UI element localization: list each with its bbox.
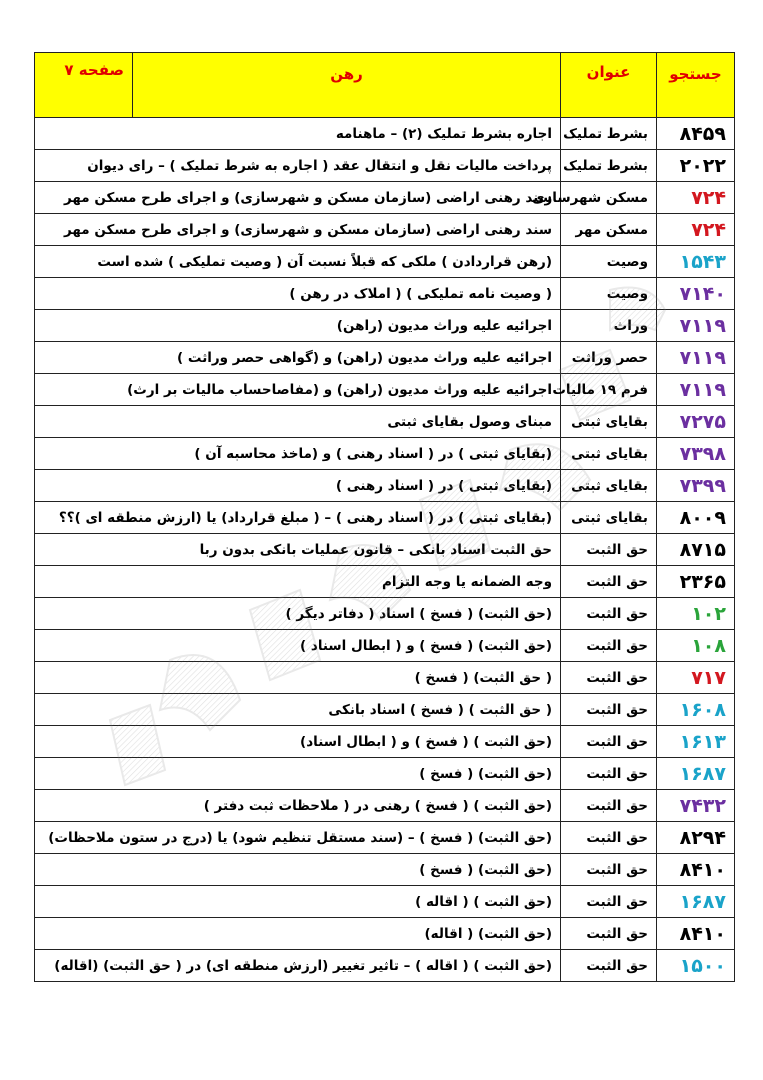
row-code: ۱۶۸۷	[657, 758, 735, 790]
row-code: ۸۴۱۰	[657, 918, 735, 950]
row-subject: (حق الثبت) ( فسخ ) و ( ابطال اسناد )	[35, 630, 561, 662]
index-table	[34, 52, 735, 982]
row-title: وراث	[561, 310, 657, 342]
row-title: مسکن شهرسازی	[561, 182, 657, 214]
row-code: ۱۶۸۷	[657, 886, 735, 918]
table-row	[35, 886, 735, 918]
table-row	[35, 374, 735, 406]
row-code: ۱۰۸	[657, 630, 735, 662]
row-subject: (حق الثبت ) ( اقاله )	[35, 886, 561, 918]
row-title: بقایای ثبتی	[561, 502, 657, 534]
row-subject: سند رهنی اراضی (سازمان مسکن و شهرسازی) و اجرای طرح مسکن مهر	[35, 182, 561, 214]
row-title: حق الثبت	[561, 598, 657, 630]
row-title: فرم ۱۹ مالیات	[561, 374, 657, 406]
table-row	[35, 278, 735, 310]
row-subject: اجرائیه علیه وراث مدیون (راهن) و (گواهی حصر وراثت )	[35, 342, 561, 374]
row-code: ۱۰۲	[657, 598, 735, 630]
row-code: ۱۶۰۸	[657, 694, 735, 726]
row-title: حق الثبت	[561, 854, 657, 886]
row-code: ۸۷۱۵	[657, 534, 735, 566]
row-subject: (حق الثبت) ( فسخ )	[35, 854, 561, 886]
table-row	[35, 758, 735, 790]
table-row	[35, 214, 735, 246]
table-row	[35, 630, 735, 662]
row-code: ۸۴۱۰	[657, 854, 735, 886]
table-row	[35, 918, 735, 950]
row-title: حق الثبت	[561, 694, 657, 726]
row-title: حق الثبت	[561, 886, 657, 918]
header-title: عنوان	[561, 53, 657, 118]
row-code: ۸۰۰۹	[657, 502, 735, 534]
row-code: ۱۵۰۰	[657, 950, 735, 982]
row-subject: سند رهنی اراضی (سازمان مسکن و شهرسازی) و اجرای طرح مسکن مهر	[35, 214, 561, 246]
row-code: ۷۱۷	[657, 662, 735, 694]
row-code: ۸۴۵۹	[657, 118, 735, 150]
table-row	[35, 470, 735, 502]
row-title: حق الثبت	[561, 758, 657, 790]
row-subject: (حق الثبت) ( اقاله)	[35, 918, 561, 950]
row-title: حق الثبت	[561, 822, 657, 854]
row-subject: (بقایای ثبتی ) در ( اسناد رهنی ) و (ماخذ محاسبه آن )	[35, 438, 561, 470]
row-code: ۷۱۱۹	[657, 342, 735, 374]
row-code: ۲۳۶۵	[657, 566, 735, 598]
table-row	[35, 662, 735, 694]
row-title: وصیت	[561, 278, 657, 310]
table-row	[35, 854, 735, 886]
row-code: ۷۲۴	[657, 214, 735, 246]
table-row	[35, 150, 735, 182]
row-subject: (حق الثبت) ( فسخ )	[35, 758, 561, 790]
row-code: ۷۲۴	[657, 182, 735, 214]
row-subject: مبنای وصول بقایای ثبتی	[35, 406, 561, 438]
row-code: ۷۱۴۰	[657, 278, 735, 310]
table-row	[35, 822, 735, 854]
table-row	[35, 406, 735, 438]
header-page-number: صفحه ۷	[35, 53, 133, 118]
row-subject: (بقایای ثبتی ) در ( اسناد رهنی )	[35, 470, 561, 502]
row-title: حق الثبت	[561, 790, 657, 822]
row-subject: (حق الثبت ) ( اقاله ) – تاثیر تغییر (ارزش منطقه ای) در ( حق الثبت) (اقاله)	[35, 950, 561, 982]
row-title: حق الثبت	[561, 630, 657, 662]
row-title: مسکن مهر	[561, 214, 657, 246]
row-code: ۲۰۲۲	[657, 150, 735, 182]
row-code: ۸۲۹۴	[657, 822, 735, 854]
table-row	[35, 342, 735, 374]
row-title: بشرط تملیک	[561, 150, 657, 182]
row-subject: حق الثبت اسناد بانکی – قانون عملیات بانکی بدون ربا	[35, 534, 561, 566]
row-subject: (حق الثبت) ( فسخ ) – (سند مستقل تنظیم شود) یا (درج در ستون ملاحظات)	[35, 822, 561, 854]
table-row	[35, 310, 735, 342]
table-row	[35, 598, 735, 630]
row-title: حق الثبت	[561, 534, 657, 566]
row-subject: ( حق الثبت ) ( فسخ ) اسناد بانکی	[35, 694, 561, 726]
row-subject: اجرائیه علیه وراث مدیون (راهن) و (مفاصاحساب مالیات بر ارث)	[35, 374, 561, 406]
row-subject: (بقایای ثبتی ) در ( اسناد رهنی ) – ( مبلغ قرارداد) یا (ارزش منطقه ای )؟؟	[35, 502, 561, 534]
row-title: حق الثبت	[561, 918, 657, 950]
table-row	[35, 566, 735, 598]
row-code: ۷۳۹۸	[657, 438, 735, 470]
table-row	[35, 790, 735, 822]
index-table-body	[35, 53, 735, 982]
table-row	[35, 438, 735, 470]
row-title: حق الثبت	[561, 566, 657, 598]
header-search: جستجو	[657, 53, 735, 118]
row-subject: (رهن قراردادن ) ملکی که قبلاً نسبت آن ( وصیت تملیکی ) شده است	[35, 246, 561, 278]
row-title: حصر وراثت	[561, 342, 657, 374]
row-code: ۷۳۹۹	[657, 470, 735, 502]
row-subject: اجاره بشرط تملیک (۲) – ماهنامه	[35, 118, 561, 150]
header-row	[35, 53, 735, 118]
row-code: ۷۴۳۲	[657, 790, 735, 822]
row-title: بشرط تملیک	[561, 118, 657, 150]
row-title: بقایای ثبتی	[561, 470, 657, 502]
row-title: وصیت	[561, 246, 657, 278]
row-subject: ( حق الثبت) ( فسخ )	[35, 662, 561, 694]
row-subject: پرداخت مالیات نقل و انتقال عقد ( اجاره به شرط تملیک ) – رای دیوان	[35, 150, 561, 182]
table-row	[35, 726, 735, 758]
header-subject: رهن	[133, 53, 561, 118]
row-code: ۷۱۱۹	[657, 374, 735, 406]
table-row	[35, 246, 735, 278]
row-subject: ( وصیت نامه تملیکی ) ( املاک در رهن )	[35, 278, 561, 310]
row-code: ۱۵۴۳	[657, 246, 735, 278]
row-title: حق الثبت	[561, 662, 657, 694]
row-subject: (حق الثبت ) ( فسخ ) رهنی در ( ملاحظات ثبت دفتر )	[35, 790, 561, 822]
row-title: حق الثبت	[561, 950, 657, 982]
row-subject: (حق الثبت) ( فسخ ) اسناد ( دفاتر دیگر )	[35, 598, 561, 630]
table-row	[35, 502, 735, 534]
row-code: ۷۲۷۵	[657, 406, 735, 438]
table-row	[35, 534, 735, 566]
table-row	[35, 182, 735, 214]
row-subject: وجه الضمانه یا وجه التزام	[35, 566, 561, 598]
row-title: بقایای ثبتی	[561, 438, 657, 470]
table-row	[35, 950, 735, 982]
row-subject: (حق الثبت ) ( فسخ ) و ( ابطال اسناد)	[35, 726, 561, 758]
table-row	[35, 118, 735, 150]
row-subject: اجرائیه علیه وراث مدیون (راهن)	[35, 310, 561, 342]
row-title: بقایای ثبتی	[561, 406, 657, 438]
row-code: ۱۶۱۳	[657, 726, 735, 758]
row-code: ۷۱۱۹	[657, 310, 735, 342]
table-row	[35, 694, 735, 726]
row-title: حق الثبت	[561, 726, 657, 758]
